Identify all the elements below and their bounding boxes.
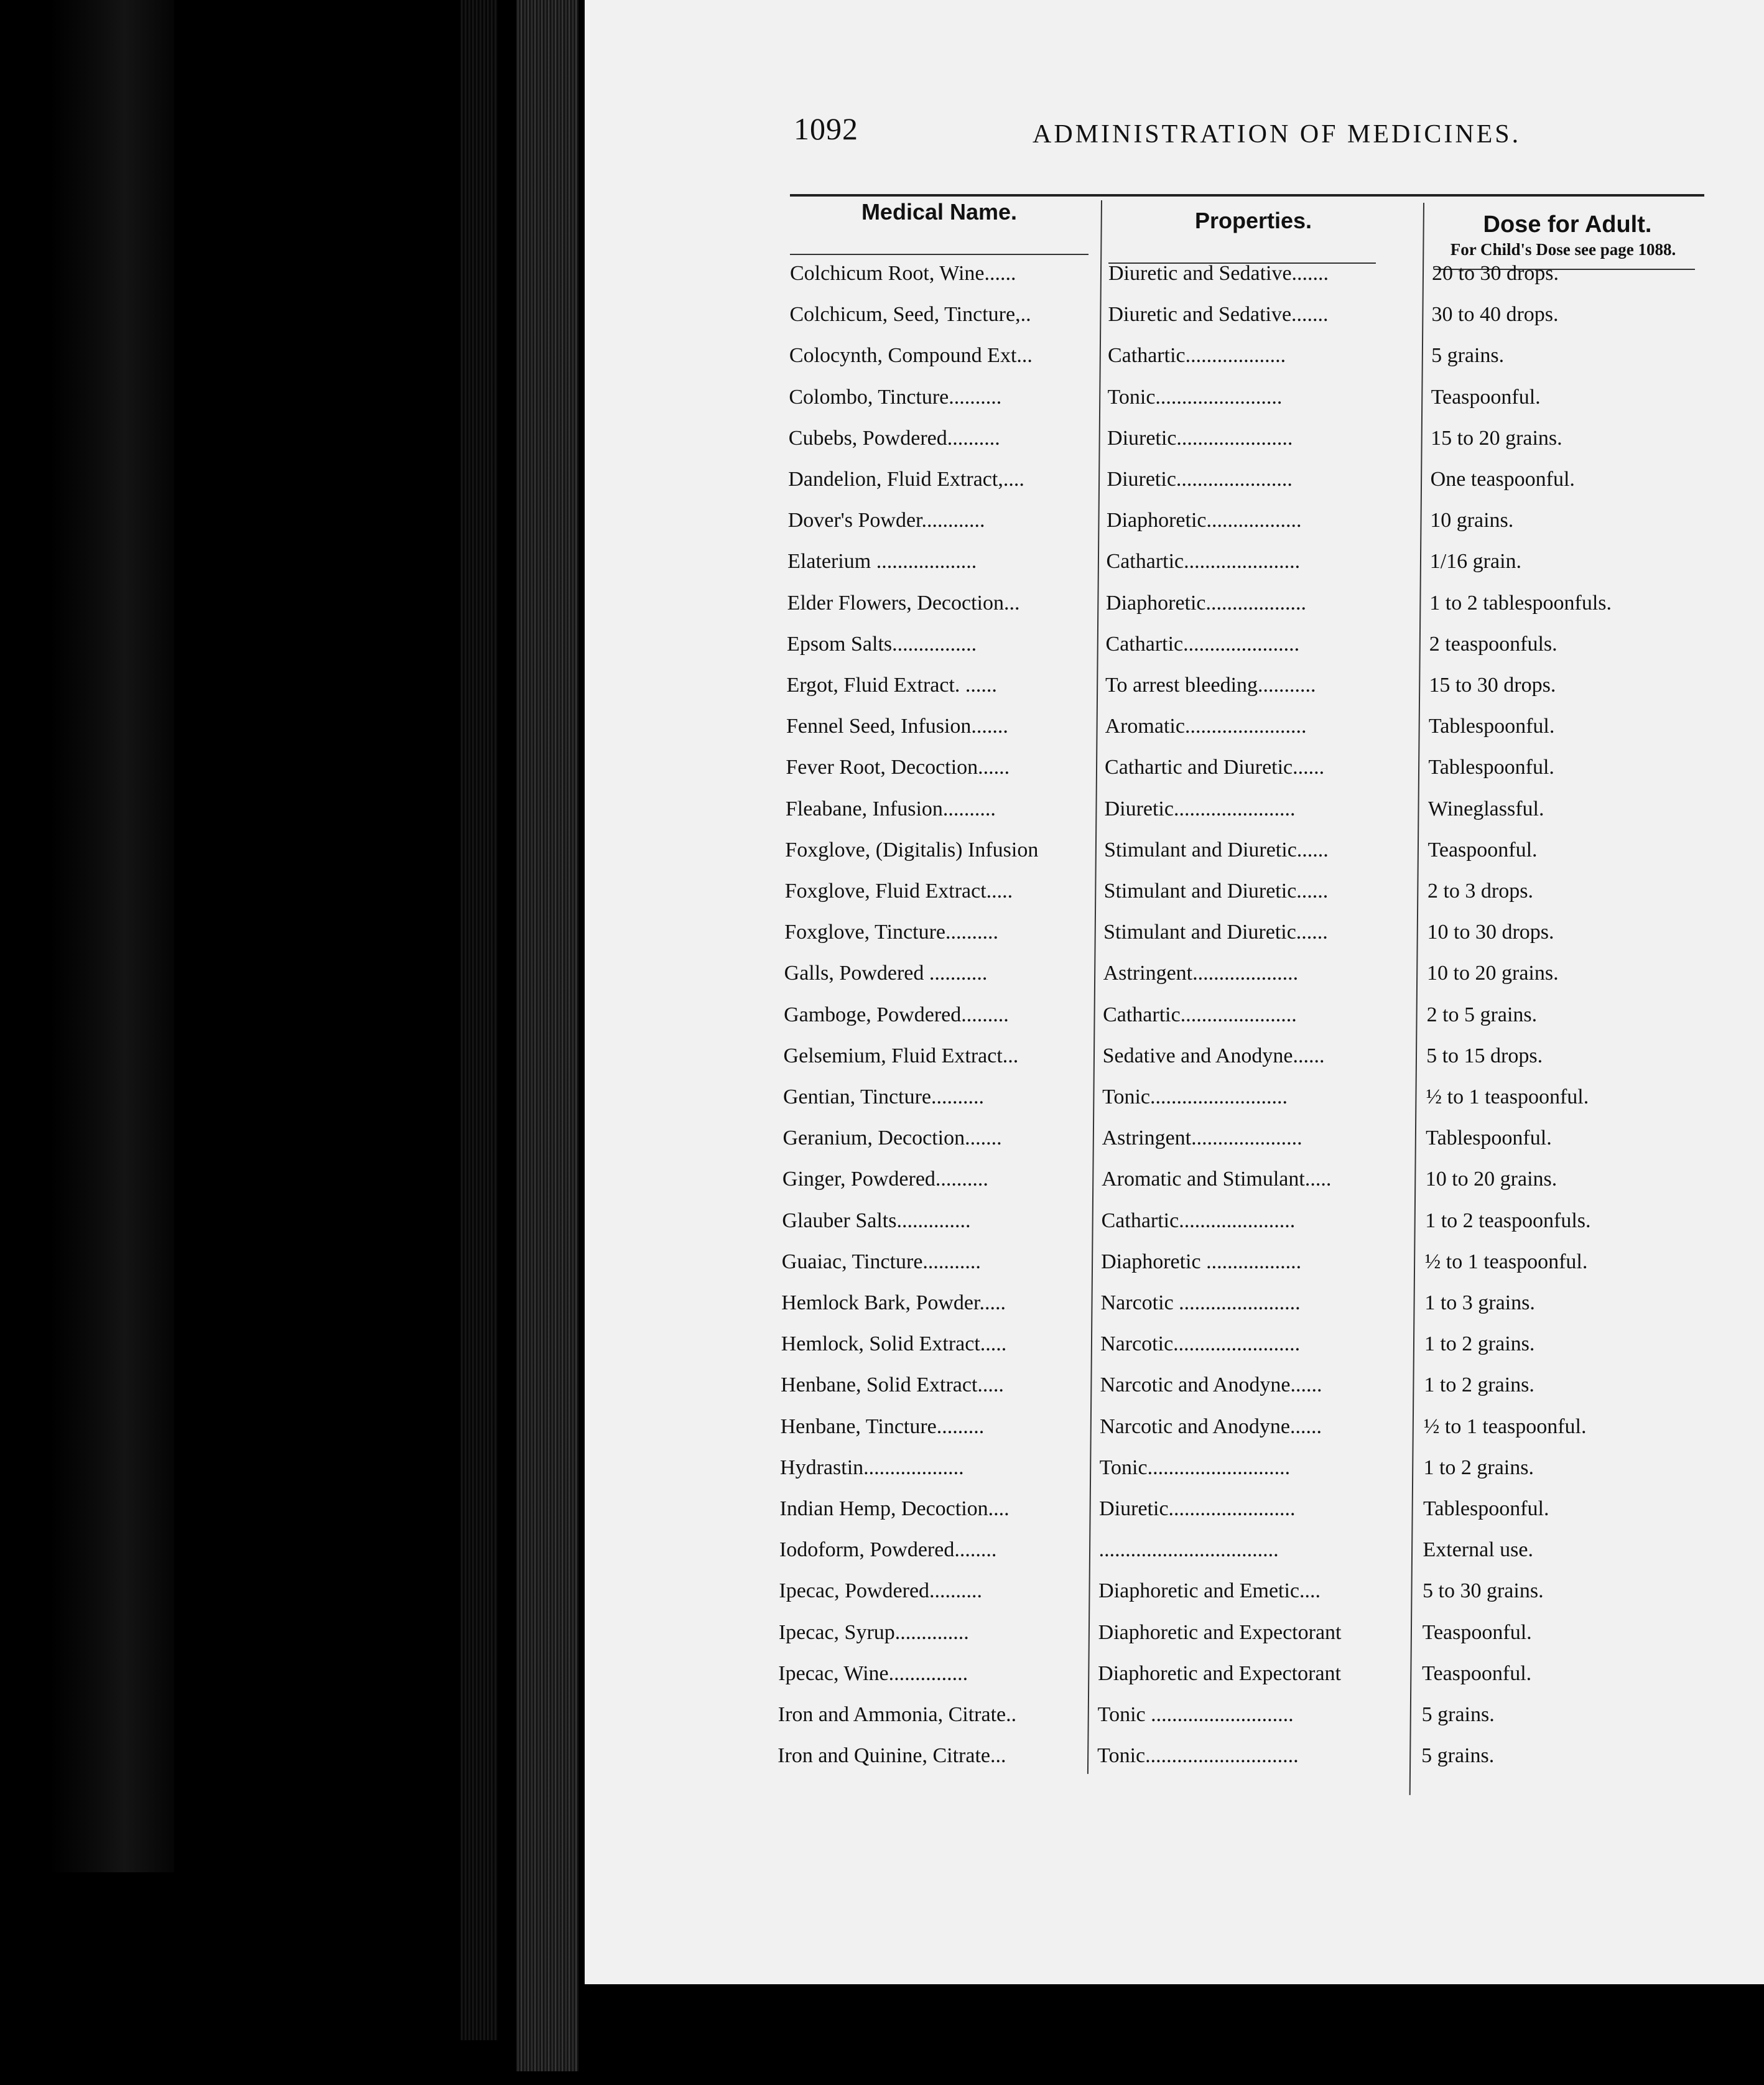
cell-properties: Cathartic...................... (1106, 550, 1301, 573)
cell-properties: Cathartic...................... (1103, 1003, 1297, 1026)
cell-properties: Tonic.......................... (1102, 1085, 1288, 1108)
table-row (585, 919, 1764, 956)
cell-medical-name: Hydrastin................... (780, 1456, 964, 1479)
table-top-rule (790, 194, 1704, 197)
table-row (585, 1001, 1764, 1039)
cell-properties: Astringent.................... (1103, 962, 1299, 985)
cell-properties: Diaphoretic.................. (1107, 509, 1302, 532)
table-row (585, 1166, 1764, 1203)
cell-properties: Diaphoretic................... (1106, 591, 1307, 615)
cell-medical-name: Indian Hemp, Decoction.... (779, 1497, 1010, 1520)
column-header-medical-name: Medical Name. (861, 199, 1018, 225)
table-row (585, 507, 1764, 544)
cell-medical-name: Colchicum, Seed, Tincture,.. (789, 303, 1031, 327)
cell-dose: 15 to 20 grains. (1431, 426, 1562, 450)
table-row (585, 796, 1764, 833)
table-row (585, 425, 1764, 462)
cell-medical-name: Epsom Salts................ (787, 632, 977, 656)
cell-dose: 5 grains. (1421, 1744, 1495, 1768)
column-header-properties: Properties. (1194, 208, 1312, 233)
cell-medical-name: Hemlock, Solid Extract..... (781, 1332, 1007, 1356)
cell-medical-name: Ergot, Fluid Extract. ...... (786, 674, 997, 697)
cell-dose: Tablespoonful. (1428, 756, 1554, 779)
page-edges-left (460, 0, 498, 2040)
cell-properties: .................................. (1098, 1538, 1279, 1562)
table-row (585, 837, 1764, 874)
cell-dose: 1 to 2 grains. (1424, 1332, 1535, 1356)
table-row (585, 1660, 1764, 1697)
cell-properties: Stimulant and Diuretic...... (1103, 921, 1328, 944)
cell-medical-name: Fennel Seed, Infusion....... (786, 715, 1008, 738)
cell-medical-name: Henbane, Tincture......... (780, 1414, 985, 1438)
cell-medical-name: Iodoform, Powdered........ (779, 1538, 997, 1562)
table-row (585, 1042, 1764, 1080)
cell-dose: 1 to 3 grains. (1424, 1291, 1535, 1314)
cell-properties: Diuretic....................... (1104, 797, 1296, 820)
table-row (585, 466, 1764, 503)
cell-properties: Narcotic and Anodyne...... (1100, 1414, 1322, 1438)
cell-dose: Tablespoonful. (1426, 1126, 1552, 1150)
cell-dose: ½ to 1 teaspoonful. (1424, 1250, 1588, 1273)
cell-dose: 10 to 20 grains. (1425, 1168, 1557, 1191)
cell-medical-name: Ipecac, Powdered.......... (779, 1579, 983, 1603)
table-row (585, 260, 1764, 297)
cell-dose: 20 to 30 drops. (1432, 262, 1559, 285)
table-row (585, 960, 1764, 997)
table-row (585, 1125, 1764, 1162)
cell-properties: To arrest bleeding........... (1105, 674, 1316, 697)
table-row (585, 1619, 1764, 1656)
cell-properties: Diuretic........................ (1099, 1497, 1296, 1520)
cell-dose: 2 to 3 drops. (1427, 880, 1533, 903)
cell-dose: 10 grains. (1430, 509, 1514, 532)
table-row (585, 1413, 1764, 1451)
cell-properties: Stimulant and Diuretic...... (1103, 880, 1329, 903)
cell-medical-name: Ipecac, Syrup.............. (778, 1620, 969, 1644)
cell-properties: Cathartic...................... (1105, 632, 1300, 656)
running-head: ADMINISTRATION OF MEDICINES. (1033, 120, 1521, 149)
cell-dose: Tablespoonful. (1423, 1497, 1549, 1520)
table-row (585, 1742, 1764, 1780)
cell-properties: Narcotic........................ (1100, 1332, 1301, 1356)
cell-dose: 5 to 15 drops. (1426, 1044, 1543, 1067)
cell-properties: Aromatic and Stimulant..... (1102, 1168, 1332, 1191)
column-header-dose: Dose for Adult. (1483, 211, 1652, 238)
cell-medical-name: Fleabane, Infusion.......... (785, 797, 996, 820)
cell-medical-name: Fever Root, Decoction...... (786, 756, 1010, 779)
cell-medical-name: Guaiac, Tincture........... (781, 1250, 981, 1273)
cell-properties: Tonic........................... (1099, 1456, 1291, 1479)
table-row (585, 301, 1764, 338)
cell-properties: Narcotic ....................... (1100, 1291, 1301, 1314)
cell-dose: 1 to 2 tablespoonfuls. (1429, 591, 1612, 615)
book-page (585, 0, 1764, 1984)
cell-dose: 5 grains. (1431, 344, 1505, 368)
cell-properties: Narcotic and Anodyne...... (1100, 1373, 1322, 1397)
cell-medical-name: Iron and Quinine, Citrate... (778, 1744, 1006, 1768)
cell-dose: 1 to 2 grains. (1424, 1373, 1534, 1397)
cell-dose: 1 to 2 grains. (1423, 1456, 1534, 1479)
cell-properties: Cathartic...................... (1101, 1209, 1296, 1232)
table-row (585, 631, 1764, 668)
cell-medical-name: Gentian, Tincture.......... (783, 1085, 984, 1108)
cell-medical-name: Galls, Powdered ........... (784, 962, 988, 985)
cell-properties: Astringent..................... (1102, 1126, 1302, 1150)
cell-dose: Teaspoonful. (1422, 1661, 1532, 1685)
cell-dose: 10 to 20 grains. (1427, 962, 1559, 985)
cell-dose: 1/16 grain. (1429, 550, 1522, 573)
cell-dose: 10 to 30 drops. (1427, 921, 1554, 944)
table-row (585, 342, 1764, 379)
cell-medical-name: Colocynth, Compound Ext... (789, 344, 1033, 368)
cell-dose: Teaspoonful. (1422, 1620, 1532, 1644)
cell-properties: Sedative and Anodyne...... (1102, 1044, 1325, 1067)
table-row (585, 754, 1764, 791)
cell-properties: Diuretic...................... (1107, 426, 1293, 450)
cell-dose: Wineglassful. (1427, 797, 1544, 820)
cell-medical-name: Dover's Powder............ (787, 509, 985, 532)
cell-medical-name: Dandelion, Fluid Extract,.... (788, 468, 1024, 491)
cell-properties: Diuretic and Sedative....... (1108, 262, 1329, 285)
table-row (585, 1248, 1764, 1286)
cell-medical-name: Geranium, Decoction....... (782, 1126, 1002, 1150)
cell-dose: 30 to 40 drops. (1431, 303, 1559, 327)
cell-properties: Diaphoretic and Emetic.... (1098, 1579, 1321, 1603)
cell-dose: 2 to 5 grains. (1426, 1003, 1538, 1026)
cell-properties: Diaphoretic .................. (1101, 1250, 1302, 1273)
cell-properties: Diuretic and Sedative....... (1108, 303, 1329, 327)
book-spine (50, 0, 174, 1872)
table-row (585, 672, 1764, 709)
cell-medical-name: Elaterium ................... (787, 550, 977, 573)
header-rule-name (790, 254, 1089, 255)
cell-medical-name: Glauber Salts.............. (782, 1209, 971, 1232)
cell-properties: Cathartic and Diuretic...... (1105, 756, 1325, 779)
cell-dose: 1 to 2 teaspoonfuls. (1425, 1209, 1591, 1232)
table-row (585, 1084, 1764, 1121)
cell-medical-name: Hemlock Bark, Powder..... (781, 1291, 1006, 1314)
table-row (585, 1454, 1764, 1492)
table-row (585, 548, 1764, 585)
table-row (585, 1577, 1764, 1615)
cell-medical-name: Colombo, Tincture.......... (789, 385, 1002, 409)
cell-properties: Stimulant and Diuretic...... (1104, 838, 1329, 861)
cell-dose: ½ to 1 teaspoonful. (1426, 1085, 1589, 1108)
cell-properties: Cathartic................... (1108, 344, 1286, 368)
cell-dose: Teaspoonful. (1431, 385, 1541, 409)
table-row (585, 1207, 1764, 1245)
cell-dose: 2 teaspoonfuls. (1429, 632, 1557, 656)
page-edges (516, 0, 578, 2071)
cell-dose: Tablespoonful. (1428, 715, 1555, 738)
cell-medical-name: Foxglove, Tincture.......... (784, 921, 998, 944)
cell-properties: Tonic ........................... (1097, 1703, 1294, 1726)
cell-medical-name: Henbane, Solid Extract..... (781, 1373, 1004, 1397)
cell-properties: Tonic............................. (1097, 1744, 1299, 1768)
cell-medical-name: Iron and Ammonia, Citrate.. (778, 1703, 1017, 1726)
cell-medical-name: Cubebs, Powdered.......... (788, 426, 1000, 450)
cell-dose: One teaspoonful. (1430, 468, 1575, 491)
cell-dose: External use. (1423, 1538, 1533, 1562)
cell-dose: Teaspoonful. (1427, 838, 1538, 861)
table-row (585, 384, 1764, 421)
cell-medical-name: Foxglove, (Digitalis) Infusion (785, 838, 1039, 861)
cell-dose: 5 grains. (1421, 1703, 1495, 1726)
table-row (585, 1536, 1764, 1574)
cell-properties: Diuretic...................... (1107, 468, 1293, 491)
cell-medical-name: Ginger, Powdered.......... (782, 1168, 988, 1191)
cell-properties: Diaphoretic and Expectorant (1098, 1661, 1341, 1685)
table-row (585, 878, 1764, 915)
cell-medical-name: Ipecac, Wine............... (778, 1661, 968, 1685)
table-row (585, 1289, 1764, 1327)
column-subheader-child-dose-note: For Child's Dose see page 1088. (1450, 240, 1676, 259)
cell-medical-name: Foxglove, Fluid Extract..... (784, 880, 1013, 903)
table-row (585, 1495, 1764, 1533)
cell-medical-name: Elder Flowers, Decoction... (787, 591, 1020, 615)
cell-dose: 15 to 30 drops. (1429, 674, 1556, 697)
cell-medical-name: Gelsemium, Fluid Extract... (783, 1044, 1019, 1067)
cell-dose: ½ to 1 teaspoonful. (1423, 1414, 1587, 1438)
page-number: 1092 (794, 111, 858, 146)
cell-medical-name: Gamboge, Powdered......... (784, 1003, 1009, 1026)
table-row (585, 1330, 1764, 1368)
cell-properties: Aromatic....................... (1105, 715, 1307, 738)
cell-properties: Diaphoretic and Expectorant (1098, 1620, 1342, 1644)
table-row (585, 1701, 1764, 1739)
table-row (585, 590, 1764, 627)
table-row (585, 1372, 1764, 1409)
table-row (585, 713, 1764, 750)
cell-properties: Tonic........................ (1107, 385, 1283, 409)
cell-medical-name: Colchicum Root, Wine...... (790, 262, 1016, 285)
cell-dose: 5 to 30 grains. (1423, 1579, 1544, 1603)
